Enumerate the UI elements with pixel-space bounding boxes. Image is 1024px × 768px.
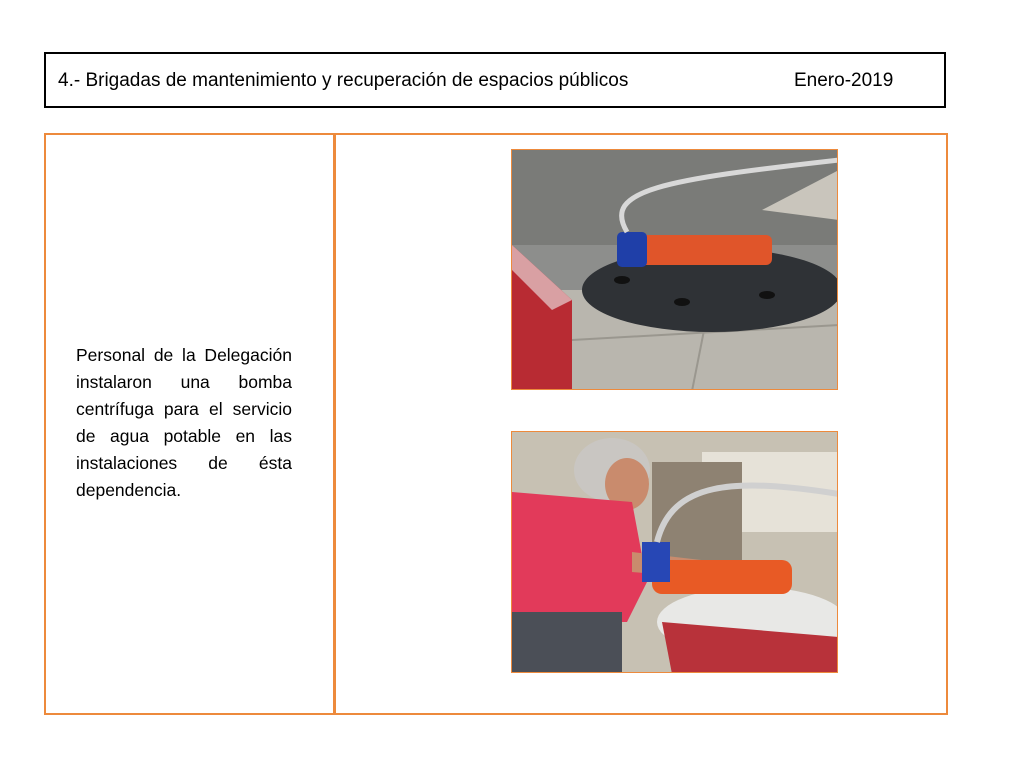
slide-title: 4.- Brigadas de mantenimiento y recuperación de espacios públicos — [58, 70, 629, 91]
description-text: Personal de la Delegación instalaron una bomba centrífuga para el servicio de agua potable en las instalaciones de ésta dependencia. — [76, 345, 292, 500]
photo-worker-installing — [511, 431, 838, 673]
photo-pump-installed — [511, 149, 838, 390]
title-box — [44, 52, 946, 108]
slide-date: Enero-2019 — [794, 70, 894, 91]
